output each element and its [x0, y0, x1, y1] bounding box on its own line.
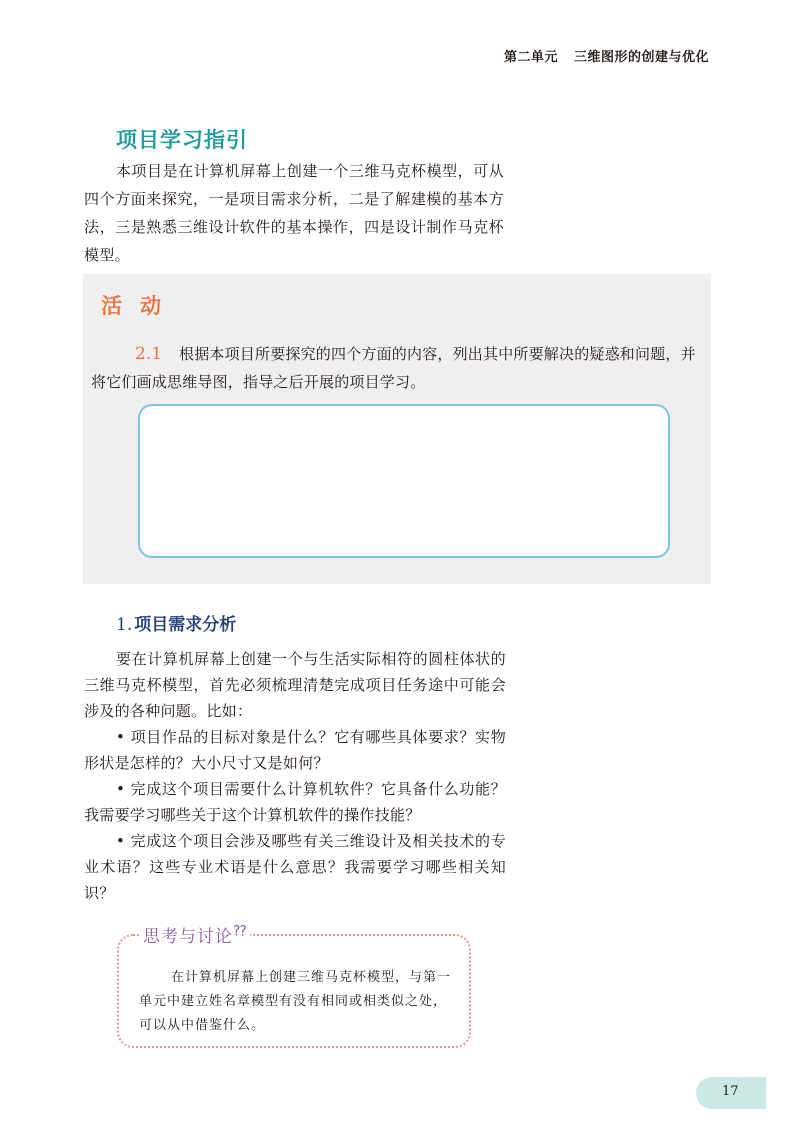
running-header: [504, 46, 709, 65]
answer-area[interactable]: [138, 404, 670, 558]
page-number-tab: [696, 1077, 766, 1109]
section-heading: [116, 610, 236, 635]
activity-title: 活动: [101, 294, 179, 318]
discussion-box: [117, 923, 471, 1048]
activity-box: [83, 274, 711, 584]
section-number: 1.: [116, 615, 133, 635]
analysis-bullet: • 项目作品的目标对象是什么？它有哪些具体要求？实物形状是怎样的？大小尺寸又是如何？: [84, 728, 506, 772]
analysis-bullet: • 完成这个项目会涉及哪些有关三维设计及相关技术的专业术语？这些专业术语是什么意思？我需要学习哪些相关知识？: [84, 832, 506, 902]
discussion-title-text: 思考与讨论: [143, 927, 233, 947]
activity-number: 2.1: [135, 344, 163, 364]
discussion-text: 在计算机屏幕上创建三维马克杯模型，与第一单元中建立姓名章模型有没有相同或相类似之处，可以从中借鉴什么。: [139, 970, 452, 1033]
page-number: 17: [722, 1084, 739, 1099]
section-title: 项目需求分析: [134, 615, 237, 635]
analysis-intro: 要在计算机屏幕上创建一个与生活实际相符的圆柱体状的三维马克杯模型，首先必须梳理清楚完成项目任务途中可能会涉及的各种问题。比如：: [84, 650, 506, 720]
activity-text: [91, 340, 701, 396]
guide-text: 本项目是在计算机屏幕上创建一个三维马克杯模型，可从四个方面来探究，一是项目需求分析，二是了解建模的基本方法，三是熟悉三维设计软件的基本操作，四是设计制作马克杯模型。: [84, 162, 504, 264]
unit-label: 第二单元: [503, 50, 558, 65]
analysis-bullet: • 完成这个项目需要什么计算机软件？它具备什么功能？我需要学习哪些关于这个计算机软件的操作技能？: [84, 780, 506, 824]
discussion-title: [139, 922, 250, 947]
unit-title: 三维图形的创建与优化: [573, 50, 709, 65]
activity-text-body: 根据本项目所要探究的四个方面的内容，列出其中所要解决的疑惑和问题，并将它们画成思维导图，指导之后开展的项目学习。: [91, 345, 696, 391]
question-marks-icon: ??: [233, 923, 246, 940]
analysis-block: [84, 646, 506, 906]
guide-title: 项目学习指引: [116, 128, 248, 152]
